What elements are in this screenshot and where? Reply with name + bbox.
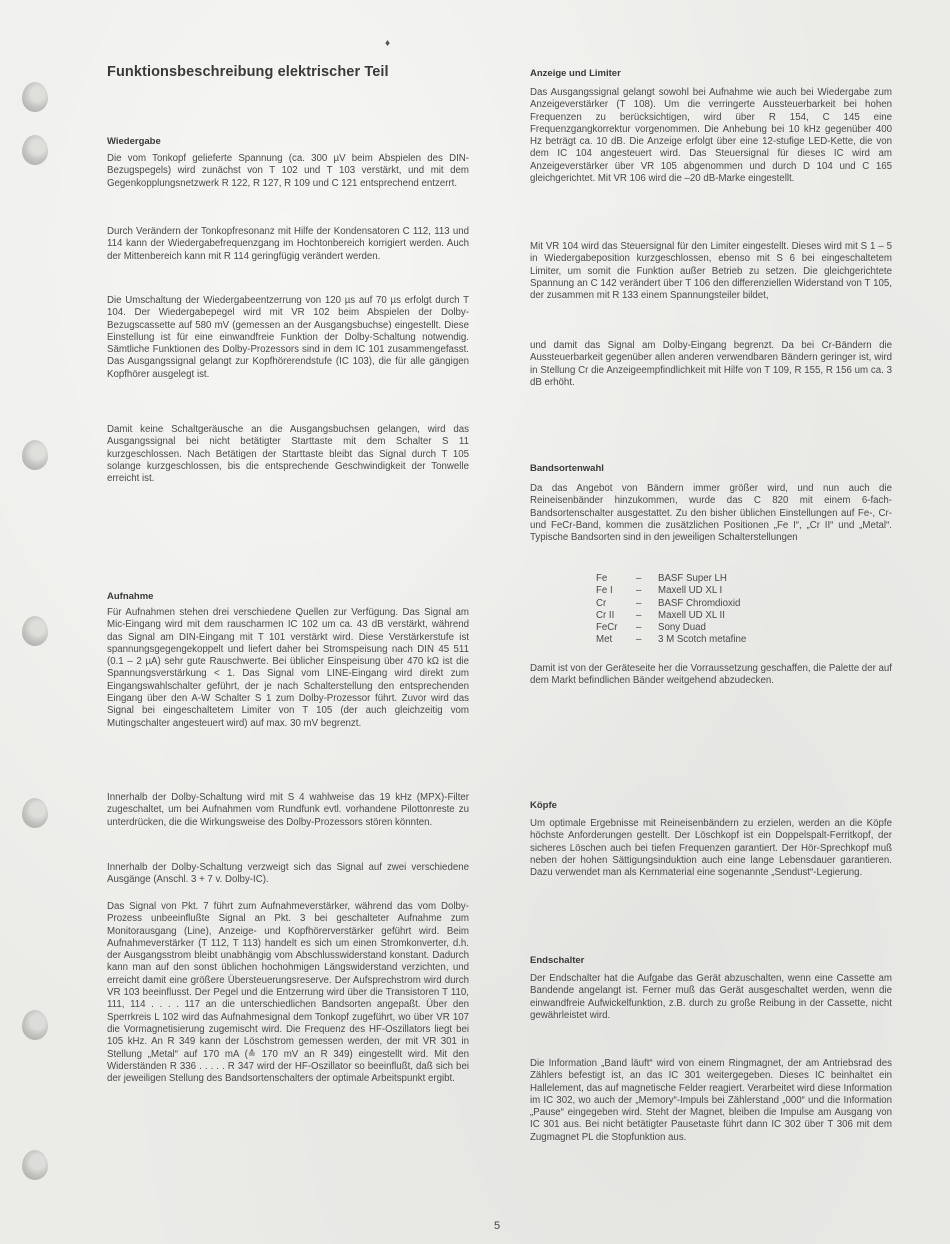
section-heading-anzeige: Anzeige und Limiter <box>530 68 621 79</box>
section-heading-bandsortenwahl: Bandsortenwahl <box>530 463 604 474</box>
section-heading-aufnahme: Aufnahme <box>107 591 154 602</box>
binder-hole <box>22 82 48 112</box>
paragraph: Um optimale Ergebnisse mit Reineisenbändern zu erzielen, werden an die Köpfe höchste Anforderungen gestellt. Der Löschkopf ist ein Doppelspalt-Ferritkopf, der sicheres Löschen auch bei tiefen Frequenzen garantiert. Der Hör-Sprechkopf muß neben der hohen Sättigungsinduktion auch eine lange Lebensdauer garantieren. Dazu verwendet man als Kernmaterial eine sogenannte „Sendust“-Legierung. <box>530 818 892 879</box>
binder-hole <box>22 135 48 165</box>
paragraph: Die Information „Band läuft“ wird von einem Ringmagnet, der am Antriebsrad des Zählers befestigt ist, an das IC 301 weitergegeben. Dieses IC beinhaltet ein Hallelement, das auf magnetische Felder reagiert. Verarbeitet wird diese Information im IC 302, wo auch der „Memory“-Impuls bei Zählerstand „000“ und die Information „Pause“ eingegeben wird. Steht der Magnet, bleiben die Impulse am Ausgang von IC 301 aus. Bei nicht betätigter Pausetaste führt dann IC 302 über T 306 mit dem Zugmagnet PL die Stopfunktion aus. <box>530 1058 892 1143</box>
paragraph: Das Ausgangssignal gelangt sowohl bei Aufnahme wie auch bei Wiedergabe zum Anzeigeverstärker (T 108). Um die verringerte Aussteuerbarkeit bei hohen Frequenzen zu berücksichtigen, wird über R 154, C 145 eine Frequenzgangkorrektur vorgenommen. Die Anhebung bei 10 kHz gegenüber 400 Hz beträgt ca. 10 dB. Die Anzeige erfolgt über eine 12-stufige LED-Kette, die von dem IC 104 angesteuert wird. Das Steuersignal für dieses IC wird am Anzeigeverstärker über VR 105 abgenommen und durch D 104 und C 165 gleichgerichtet. Mit VR 106 wird die –20 dB-Marke eingestellt. <box>530 87 892 185</box>
page-title: Funktionsbeschreibung elektrischer Teil <box>107 64 389 80</box>
section-heading-endschalter: Endschalter <box>530 955 585 966</box>
paragraph: Innerhalb der Dolby-Schaltung wird mit S 4 wahlweise das 19 kHz (MPX)-Filter zugeschaltet, um bei Aufnahmen vom Rundfunk evtl. vorhandene Pilottonreste zu unterdrücken, die die Wirkungsweise des Dolby-Prozessors stören könnten. <box>107 792 469 828</box>
binder-hole <box>22 440 48 470</box>
paragraph: Damit ist von der Geräteseite her die Vorraussetzung geschaffen, die Palette der auf dem Markt befindlichen Bänder weitgehend abzudecken. <box>530 663 892 687</box>
paragraph: Der Endschalter hat die Aufgabe das Gerät abzuschalten, wenn eine Cassette am Bandende angelangt ist. Ferner muß das Gerät ausgeschaltet werden, wenn die einwandfreie Aufwickelfunktion, z.B. durch zu große Reibung in der Cassette, nicht gewährleistet wird. <box>530 973 892 1021</box>
list-item: FeCr – Sony Duad <box>596 622 706 634</box>
list-item: Fe – BASF Super LH <box>596 573 727 584</box>
list-item: Cr – BASF Chromdioxid <box>596 597 741 609</box>
paragraph: Damit keine Schaltgeräusche an die Ausgangsbuchsen gelangen, wird das Ausgangssignal bei nicht betätigter Starttaste mit dem Schalter S 11 kurzgeschlossen. Nach Betätigen der Starttaste bleibt das Signal durch T 105 solange kurzgeschlossen, bis die entsprechende Geschwindigkeit der Tonwelle erreicht ist. <box>107 424 469 485</box>
binder-hole <box>22 1150 48 1180</box>
section-heading-koepfe: Köpfe <box>530 800 557 811</box>
paragraph: Die Umschaltung der Wiedergabeentzerrung von 120 µs auf 70 µs erfolgt durch T 104. Der Wiedergabepegel wird mit VR 102 beim Abspielen der Dolby-Bezugscassette auf 580 mV (gemessen an der Ausgangsbuchse) eingestellt. Diese Einstellung ist für eine einwandfreie Funktion der Dolby-Schaltung notwendig. Sämtliche Funktionen des Dolby-Prozessors sind in dem IC 101 zusammengefasst. Das Ausgangssignal gelangt zur Kopfhörerendstufe (IC 103), die für alle gängigen Kopfhörer ausgelegt ist. <box>107 295 469 380</box>
page-number: 5 <box>494 1220 501 1232</box>
binder-hole <box>22 798 48 828</box>
paragraph: und damit das Signal am Dolby-Eingang begrenzt. Da bei Cr-Bändern die Aussteuerbarkeit gegenüber allen anderen verwendbaren Bändern geringer ist, wird in Stellung Cr die Anzeigeempfindlichkeit mit Hilfe von T 109, R 155, R 156 um ca. 3 dB erhöht. <box>530 340 892 388</box>
paragraph: Mit VR 104 wird das Steuersignal für den Limiter eingestellt. Dieses wird mit S 1 – 5 in Wiedergabeposition kurzgeschlossen, ebenso mit S 6 bei eingeschaltetem Limiter, um somit die Funktion außer Betrieb zu setzen. Die gleichgerichtete Spannung an C 142 verändert über T 106 den differenziellen Widerstand von T 105, der zusammen mit R 133 einem Spannungsteiler bildet, <box>530 241 892 302</box>
binder-hole <box>22 616 48 646</box>
paragraph: Da das Angebot von Bändern immer größer wird, und nun auch die Reineisenbänder hinzukommen, wurde das C 820 mit einem 6-fach-Bandsortenschalter ausgestattet. Zu den bisher üblichen Einstellungen auf Fe-, Cr- und FeCr-Band, kommen die zusätzlichen Positionen „Fe I“, „Cr II“ und „Metal“. Typische Bandsorten sind in den jeweiligen Schalterstellungen <box>530 483 892 544</box>
paragraph: Die vom Tonkopf gelieferte Spannung (ca. 300 µV beim Abspielen des DIN-Bezugspegels) wird zunächst von T 102 und T 103 verstärkt, und mit dem Gegenkopplungsnetzwerk R 122, R 127, R 109 und C 121 entsprechend entzerrt. <box>107 153 469 189</box>
list-item: Met – 3 M Scotch metafine <box>596 634 747 646</box>
binder-hole <box>22 1010 48 1040</box>
list-item: Fe I – Maxell UD XL I <box>596 585 723 597</box>
paragraph: Innerhalb der Dolby-Schaltung verzweigt sich das Signal auf zwei verschiedene Ausgänge (Anschl. 3 + 7 v. Dolby-IC). <box>107 862 469 886</box>
list-item: Cr II – Maxell UD XL II <box>596 609 725 621</box>
paragraph: Das Signal von Pkt. 7 führt zum Aufnahmeverstärker, während das vom Dolby-Prozess unbeeinflußte Signal an Pkt. 3 bei geschalteter Aufnahme zum Monitorausgang (Line), Anzeige- und Kopfhörerverstärker geführt wird. Beim Aufnahmeverstärker (T 112, T 113) handelt es sich um einen Stromkonverter, d.h. der Ausgangsstrom bleibt unabhängig vom Abschlusswiderstand konstant. Dadurch kann man auf den sonst üblichen hochohmigen Längswiderstand verzichten, und erreicht damit eine größere Übersteuerungsreserve. Der Aufsprechstrom wird durch VR 103 beeinflusst. Der Pegel und die Entzerrung wird über die Transistoren T 110, 111, 114 . . . . 117 an die unterschiedlichen Bandsorten angepaßt. Über den Sperrkreis L 102 wird das Aufnahmesignal dem Tonkopf zugeführt, wo über VR 107 die Vormagnetisierung zugemischt wird. Die Frequenz des HF-Oszillators liegt bei 105 kHz. An R 349 kann der Löschstrom gemessen werden, der mit VR 301 in Stellung „Metal“ auf 170 mA (≙ 170 mV an R 349) eingestellt wird. Mit den Widerständen R 336 . . . . . R 347 wird der HF-Oszillator so beeinflußt, daß sich bei der jeweiligen Stellung des Bandsortenschalters der optimale Arbeitspunkt ergibt. <box>107 901 469 1085</box>
section-heading-wiedergabe: Wiedergabe <box>107 136 161 147</box>
paragraph: Durch Verändern der Tonkopfresonanz mit Hilfe der Kondensatoren C 112, 113 und 114 kann der Wiedergabefrequenzgang im Hochtonbereich korrigiert werden. Auch der Mittenbereich kann mit R 114 geringfügig verändert werden. <box>107 226 469 262</box>
page-top-mark: ♦ <box>385 38 391 49</box>
paragraph: Für Aufnahmen stehen drei verschiedene Quellen zur Verfügung. Das Signal am Mic-Eingang wird mit dem rauscharmen IC 102 um ca. 43 dB verstärkt, während das Signal am DIN-Eingang mit T 101 verstärkt wird. Diese Verstärkerstufe ist spannungsgegengekoppelt und liefert daher bei Stromspeisung nach DIN 45 511 (0.1 – 2 µA) sehr gute Rauschwerte. Bei üblicher Einspeisung über 470 kΩ ist die Spannungsverstärkung < 1. Das Signal vom LINE-Eingang wird direkt zum Eingangswahlschalter geführt, der je nach Schalterstellung den entsprechenden Eingang über den A-W Schalter S 1 zum Dolby-Prozessor führt. Zuvor wird das Signal bei eingeschaltetem Limiter von T 105 (der auch gleichzeitig vom Mutingschalter angesteuert wird) auf max. 30 mV begrenzt. <box>107 607 469 729</box>
tape-type-list <box>596 573 856 647</box>
